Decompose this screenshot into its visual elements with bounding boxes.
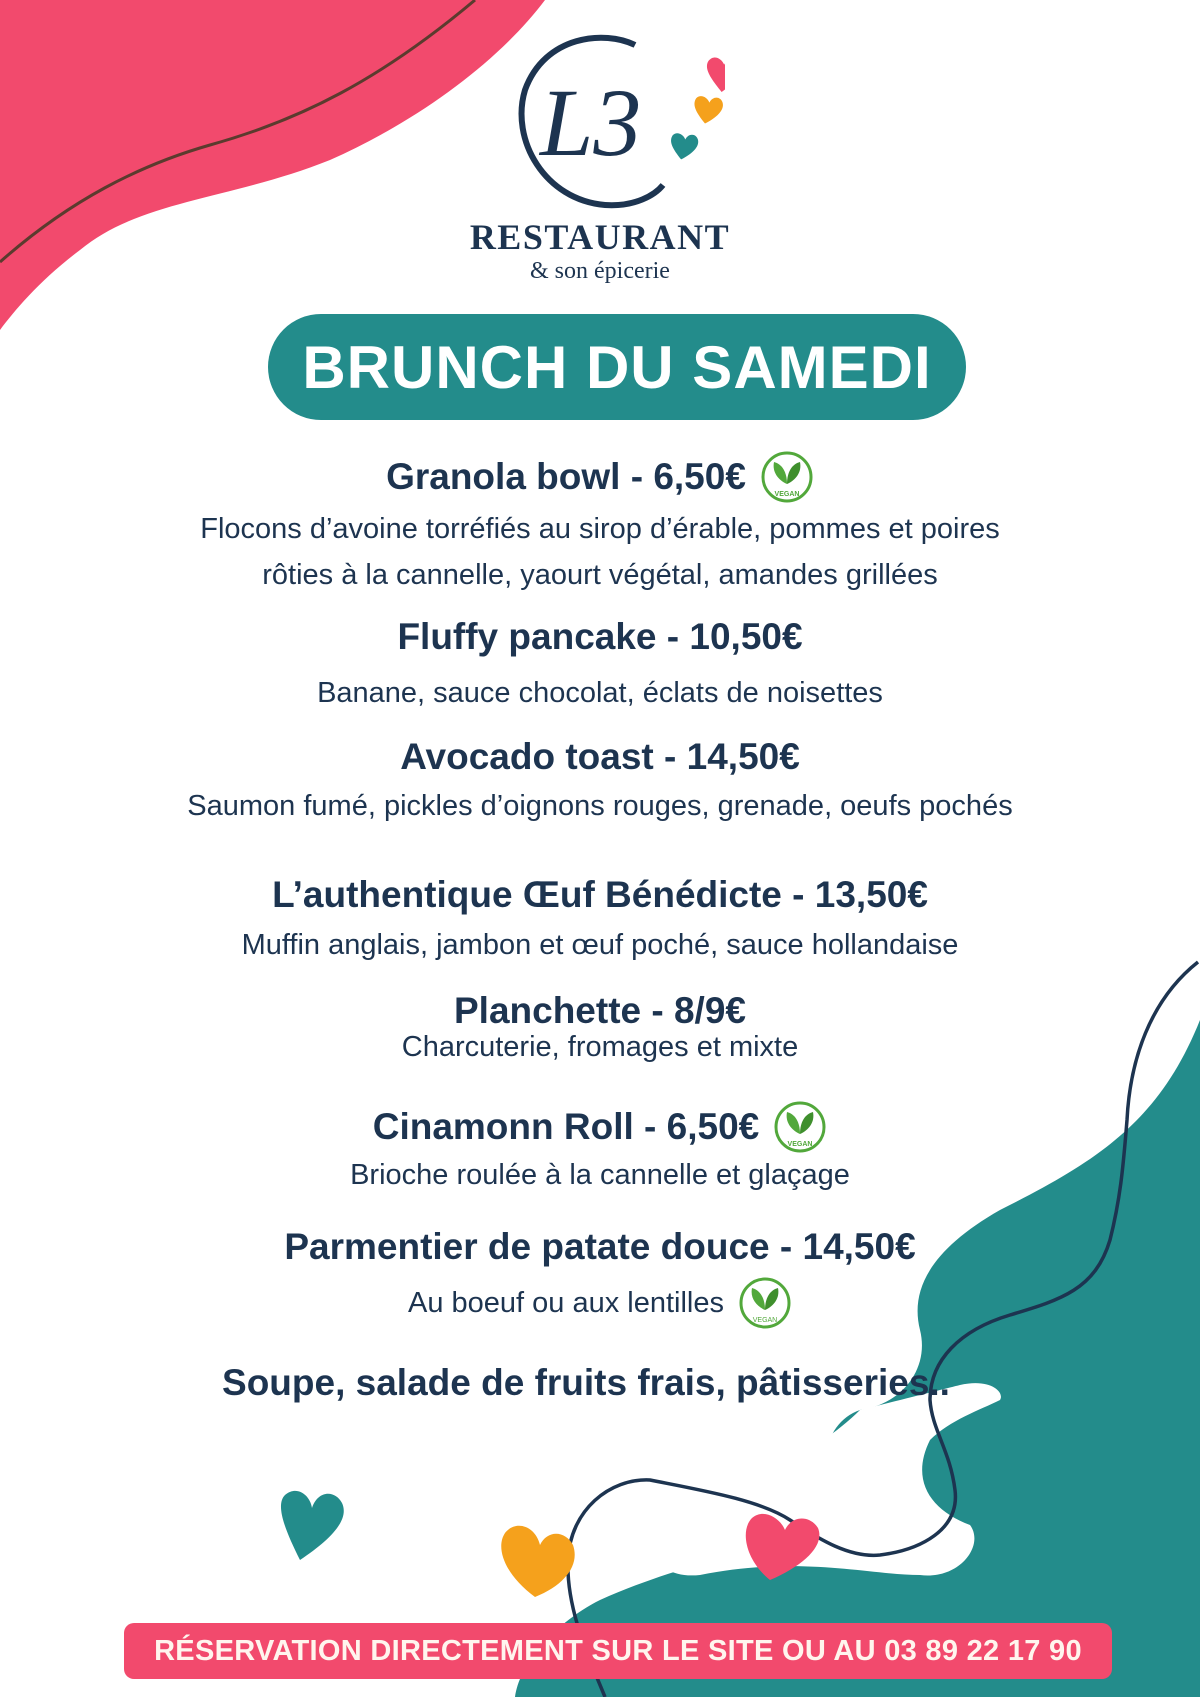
reservation-banner xyxy=(124,1623,1112,1679)
menu-item-description: Charcuterie, fromages et mixte xyxy=(401,1031,799,1063)
restaurant-subtitle: & son épicerie xyxy=(530,258,670,284)
menu-item-description: Flocons d’avoine torréfiés au sirop d’érable, pommes et poires xyxy=(200,513,1000,545)
menu-item-title: Planchette - 8/9€ xyxy=(453,990,746,1031)
menu-item-description: Au boeuf ou aux lentilles VEGAN xyxy=(0,1276,1200,1330)
menu-item-title: L’authentique Œuf Bénédicte - 13,50€ xyxy=(272,874,928,915)
vegan-badge-icon xyxy=(760,450,814,504)
restaurant-name: RESTAURANT xyxy=(469,217,731,257)
menu-title: BRUNCH DU SAMEDI xyxy=(302,333,932,401)
menu-item-description: Muffin anglais, jambon et œuf poché, sauce hollandaise xyxy=(241,929,959,961)
menu-item-title: Granola bowl - 6,50€ VEGAN xyxy=(0,450,1200,504)
menu-item-description: rôties à la cannelle, yaourt végétal, amandes grillées xyxy=(262,559,938,591)
svg-text:VEGAN: VEGAN xyxy=(787,1141,813,1148)
svg-text:L3: L3 xyxy=(540,69,642,176)
menu-item-title: Fluffy pancake - 10,50€ xyxy=(397,616,803,657)
menu-item-description: Saumon fumé, pickles d’oignons rouges, grenade, oeufs pochés xyxy=(187,790,1013,822)
menu-item-extras: Soupe, salade de fruits frais, pâtisseries.. xyxy=(222,1362,950,1403)
menu-item-description: Brioche roulée à la cannelle et glaçage xyxy=(350,1159,850,1191)
menu-item-title: Avocado toast - 14,50€ xyxy=(400,736,800,777)
svg-text:VEGAN: VEGAN xyxy=(752,1317,778,1324)
menu-item-description: Banane, sauce chocolat, éclats de noisettes xyxy=(317,677,883,709)
svg-text:VEGAN: VEGAN xyxy=(774,491,800,498)
vegan-badge-icon xyxy=(773,1100,827,1154)
menu-item-title: Parmentier de patate douce - 14,50€ xyxy=(284,1226,916,1267)
vegan-badge-icon xyxy=(738,1276,792,1330)
reservation-text: RÉSERVATION DIRECTEMENT SUR LE SITE OU AU 03 89 22 17 90 xyxy=(154,1634,1082,1667)
menu-item-title: Cinamonn Roll - 6,50€ VEGAN xyxy=(0,1100,1200,1154)
